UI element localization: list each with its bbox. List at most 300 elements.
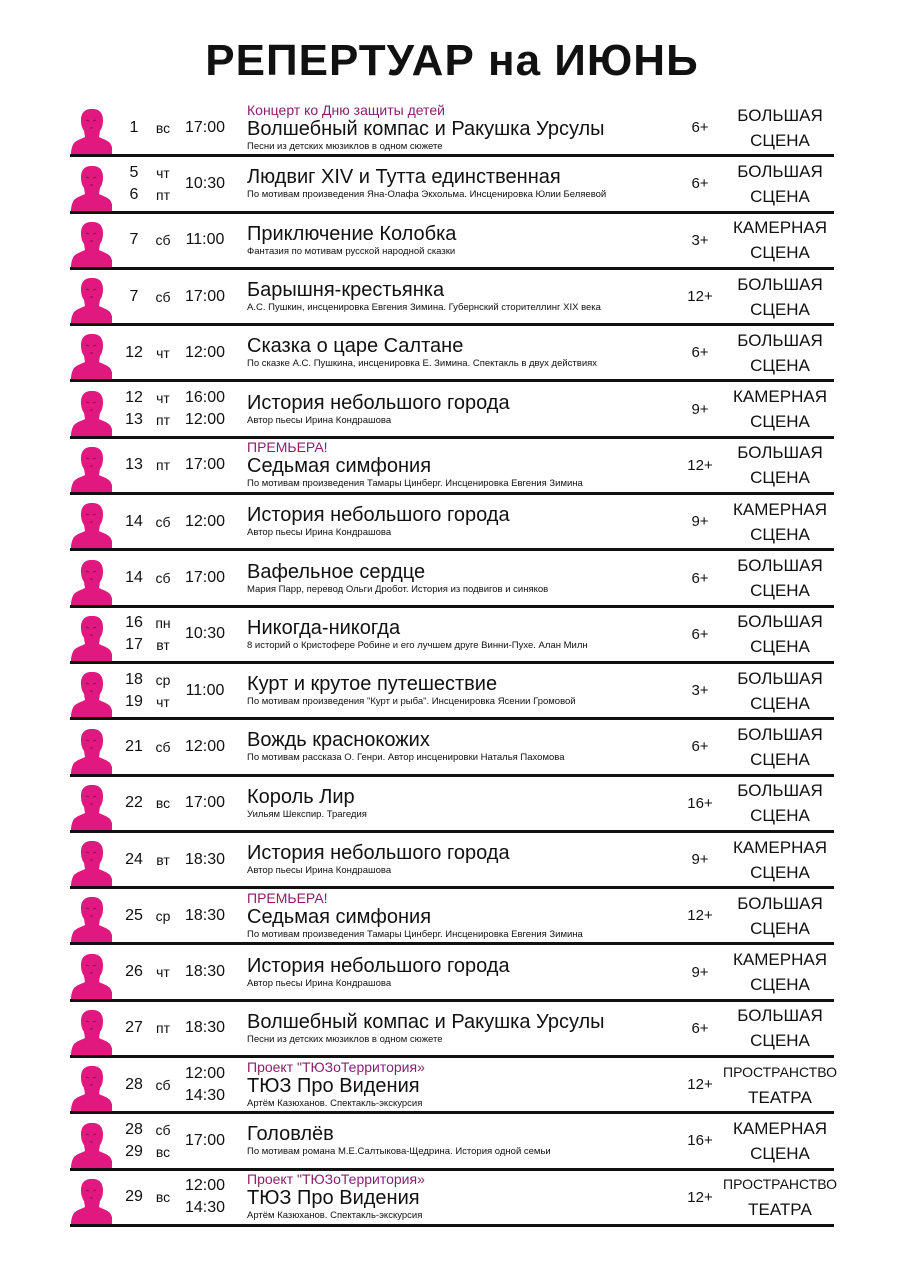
event-weekdays <box>152 945 174 998</box>
weekday: чт <box>156 693 170 710</box>
time: 17:00 <box>184 1131 226 1149</box>
event-tag: Концерт ко Дню защиты детей <box>247 101 445 118</box>
age-rating: 6+ <box>691 625 709 643</box>
age-rating: 6+ <box>691 344 709 362</box>
age-rating: 16+ <box>687 1132 713 1150</box>
event-subtitle: 8 историй о Кристофере Робине и его лучшем друге Винни-Пухе. Алан Милн <box>247 639 588 651</box>
event-weekdays <box>152 495 174 548</box>
event-info <box>247 1002 717 1055</box>
date: 18 <box>125 670 143 688</box>
stage-line: КАМЕРНАЯ <box>733 837 827 857</box>
event-dates <box>114 1058 154 1111</box>
time: 10:30 <box>184 625 226 643</box>
stage-line: КАМЕРНАЯ <box>733 218 827 238</box>
date: 21 <box>125 737 143 755</box>
stage-name <box>718 777 842 830</box>
event-tag: ПРЕМЬЕРА! <box>247 889 328 906</box>
event-row <box>70 1058 837 1114</box>
stage-name <box>718 1114 842 1167</box>
age-rating: 16+ <box>687 794 713 812</box>
stage-line: БОЛЬШАЯ <box>737 330 823 350</box>
date: 5 <box>129 163 139 181</box>
stage-name <box>718 551 842 604</box>
event-subtitle: По мотивам рассказа О. Генри. Автор инсценировки Наталья Пахомова <box>247 752 565 764</box>
event-weekdays <box>152 157 174 210</box>
event-subtitle: Уильям Шекспир. Трагедия <box>247 808 367 820</box>
bust-icon <box>70 1063 112 1111</box>
stage-line: БОЛЬШАЯ <box>737 668 823 688</box>
event-row <box>70 382 834 438</box>
event-dates <box>114 889 154 942</box>
event-subtitle: Артём Казюханов. Спектакль-экскурсия <box>247 1210 423 1222</box>
stage-line: СЦЕНА <box>750 355 810 375</box>
stage-line: СЦЕНА <box>750 806 810 826</box>
weekday: сб <box>155 1076 171 1093</box>
weekday: пн <box>155 615 171 632</box>
stage-line: БОЛЬШАЯ <box>737 1006 823 1026</box>
stage-line: СЦЕНА <box>750 468 810 488</box>
age-rating: 9+ <box>691 400 709 418</box>
time: 18:30 <box>184 1019 226 1037</box>
stage-name <box>718 101 842 154</box>
time: 16:00 <box>184 389 226 407</box>
age-rating: 12+ <box>687 456 713 474</box>
stage-name <box>718 664 842 717</box>
weekday: чт <box>156 344 170 361</box>
stage-line: СЦЕНА <box>750 412 810 432</box>
age-rating: 6+ <box>691 175 709 193</box>
time: 17:00 <box>184 287 226 305</box>
date: 12 <box>125 343 143 361</box>
event-weekdays <box>152 664 174 717</box>
date: 22 <box>125 794 143 812</box>
date: 14 <box>125 569 143 587</box>
event-title: История небольшого города <box>247 954 510 977</box>
weekday: сб <box>155 738 171 755</box>
time: 17:00 <box>184 456 226 474</box>
weekday: пт <box>156 457 170 474</box>
event-row <box>70 214 834 270</box>
event-info <box>247 326 717 379</box>
event-row <box>70 608 834 664</box>
event-tag: ПРЕМЬЕРА! <box>247 439 328 456</box>
time: 17:00 <box>184 569 226 587</box>
event-row <box>70 889 834 945</box>
date: 12 <box>125 389 143 407</box>
bust-icon <box>70 163 112 211</box>
age-rating: 12+ <box>687 1188 713 1206</box>
event-subtitle: Артём Казюханов. Спектакль-экскурсия <box>247 1097 423 1109</box>
event-weekdays <box>152 889 174 942</box>
event-title: Седьмая симфония <box>247 905 432 928</box>
weekday: пт <box>156 1020 170 1037</box>
time: 17:00 <box>184 794 226 812</box>
event-title: Барышня-крестьянка <box>247 279 445 302</box>
stage-line: БОЛЬШАЯ <box>737 556 823 576</box>
event-times <box>180 720 230 773</box>
event-row <box>70 270 834 326</box>
stage-line: БОЛЬШАЯ <box>737 893 823 913</box>
bust-icon <box>70 1007 112 1055</box>
event-row <box>70 664 834 720</box>
time: 12:00 <box>184 1177 226 1195</box>
stage-line: СЦЕНА <box>750 637 810 657</box>
bust-icon <box>70 726 112 774</box>
stage-name <box>718 439 842 492</box>
event-weekdays <box>152 326 174 379</box>
event-times <box>180 777 230 830</box>
weekday: вт <box>156 637 170 654</box>
stage-name <box>718 382 842 435</box>
event-dates <box>114 382 154 435</box>
event-row <box>70 945 834 1001</box>
repertoire-list <box>70 101 837 1227</box>
stage-line: ТЕАТРА <box>748 1200 812 1220</box>
date: 6 <box>129 185 139 203</box>
event-weekdays <box>152 1114 174 1167</box>
time: 12:00 <box>184 411 226 429</box>
weekday: сб <box>155 288 171 305</box>
event-subtitle: По мотивам произведения Тамары Цинберг. Инсценировка Евгения Зимина <box>247 928 583 940</box>
stage-line: ПРОСТРАНСТВО <box>723 1063 837 1080</box>
event-title: Приключение Колобка <box>247 222 457 245</box>
event-times <box>180 889 230 942</box>
event-info <box>247 270 717 323</box>
event-row <box>70 1171 837 1227</box>
event-title: Король Лир <box>247 785 355 808</box>
stage-line: СЦЕНА <box>750 130 810 150</box>
stage-line: БОЛЬШАЯ <box>737 724 823 744</box>
stage-name <box>718 495 842 548</box>
event-row <box>70 777 834 833</box>
event-row <box>70 326 834 382</box>
age-rating: 9+ <box>691 513 709 531</box>
event-title: ТЮЗ Про Видения <box>247 1187 420 1210</box>
event-info <box>247 382 717 435</box>
event-subtitle: По сказке А.С. Пушкина, инсценировка Е. Зимина. Спектакль в двух действиях <box>247 358 598 370</box>
stage-line: СЦЕНА <box>750 975 810 995</box>
event-title: Вождь краснокожих <box>247 729 430 752</box>
weekday: вс <box>155 1143 171 1160</box>
weekday: сб <box>155 570 171 587</box>
event-subtitle: Песни из детских мюзиклов в одном сюжете <box>247 1033 443 1045</box>
event-info <box>247 1171 717 1224</box>
weekday: пт <box>156 186 170 203</box>
event-title: Курт и крутое путешествие <box>247 673 498 696</box>
event-subtitle: Песни из детских мюзиклов в одном сюжете <box>247 140 443 152</box>
event-row <box>70 1114 834 1170</box>
event-dates <box>114 439 154 492</box>
event-title: Вафельное сердце <box>247 560 426 583</box>
date: 25 <box>125 906 143 924</box>
time: 11:00 <box>185 681 225 699</box>
weekday: чт <box>156 390 170 407</box>
event-title: Никогда-никогда <box>247 616 401 639</box>
stage-line: СЦЕНА <box>750 299 810 319</box>
event-title: Людвиг XIV и Тутта единственная <box>247 166 561 189</box>
time: 12:00 <box>184 1064 226 1082</box>
event-weekdays <box>152 833 174 886</box>
age-rating: 6+ <box>691 1019 709 1037</box>
event-dates <box>114 1002 154 1055</box>
event-dates <box>114 720 154 773</box>
event-weekdays <box>152 1171 174 1224</box>
stage-line: КАМЕРНАЯ <box>733 387 827 407</box>
stage-name <box>718 720 842 773</box>
stage-line: БОЛЬШАЯ <box>737 105 823 125</box>
bust-icon <box>70 500 112 548</box>
event-subtitle: По мотивам произведения "Курт и рыба". Инсценировка Ясении Громовой <box>247 696 576 708</box>
stage-line: БОЛЬШАЯ <box>737 161 823 181</box>
event-dates <box>114 664 154 717</box>
event-weekdays <box>152 777 174 830</box>
event-weekdays <box>152 101 174 154</box>
event-info <box>247 1058 717 1111</box>
date: 24 <box>125 850 143 868</box>
stage-line: СЦЕНА <box>750 1031 810 1051</box>
event-dates <box>114 270 154 323</box>
event-subtitle: Автор пьесы Ирина Кондрашова <box>247 414 392 426</box>
event-dates <box>114 101 154 154</box>
event-title: История небольшого города <box>247 842 510 864</box>
weekday: вт <box>156 851 170 868</box>
event-info <box>247 1114 717 1167</box>
stage-name <box>718 270 842 323</box>
stage-line: СЦЕНА <box>750 693 810 713</box>
event-dates <box>114 326 154 379</box>
date: 14 <box>125 512 143 530</box>
event-title: Сказка о царе Салтане <box>247 335 464 358</box>
date: 7 <box>129 287 139 305</box>
event-title: Головлёв <box>247 1123 334 1146</box>
weekday: вс <box>155 119 171 136</box>
event-subtitle: Мария Парр, перевод Ольги Дробот. История из подвигов и синяков <box>247 583 549 595</box>
weekday: вс <box>155 795 171 812</box>
weekday: сб <box>155 1121 171 1138</box>
stage-name <box>718 1058 842 1111</box>
event-subtitle: Фантазия по мотивам русской народной сказки <box>247 245 456 257</box>
event-row <box>70 833 834 889</box>
event-times <box>180 326 230 379</box>
bust-icon <box>70 106 112 154</box>
time: 12:00 <box>184 737 226 755</box>
date: 29 <box>125 1142 143 1160</box>
stage-name <box>718 326 842 379</box>
bust-icon <box>70 388 112 436</box>
event-dates <box>114 608 154 661</box>
event-info <box>247 439 717 492</box>
stage-name <box>718 889 842 942</box>
event-info <box>247 214 717 267</box>
event-weekdays <box>152 270 174 323</box>
time: 10:30 <box>184 174 226 192</box>
stage-line: СЦЕНА <box>750 186 810 206</box>
event-times <box>180 382 230 435</box>
date: 28 <box>125 1120 143 1138</box>
time: 14:30 <box>184 1086 226 1104</box>
date: 27 <box>125 1019 143 1037</box>
event-times <box>180 551 230 604</box>
event-subtitle: Автор пьесы Ирина Кондрашова <box>247 865 392 876</box>
event-dates <box>114 1171 154 1224</box>
date: 26 <box>125 963 143 981</box>
event-dates <box>114 214 154 267</box>
event-weekdays <box>152 1058 174 1111</box>
event-info <box>247 101 717 154</box>
event-info <box>247 777 717 830</box>
bust-icon <box>70 444 112 492</box>
stage-name <box>718 157 842 210</box>
event-weekdays <box>152 608 174 661</box>
event-times <box>180 1002 230 1055</box>
weekday: вс <box>155 1189 171 1206</box>
bust-icon <box>70 331 112 379</box>
time: 11:00 <box>185 231 225 249</box>
date: 19 <box>125 692 143 710</box>
event-subtitle: А.С. Пушкин, инсценировка Евгения Зимина. Губернский сторителлинг XIX века <box>247 302 601 314</box>
time: 12:00 <box>184 512 226 530</box>
event-info <box>247 664 717 717</box>
event-times <box>180 101 230 154</box>
event-info <box>247 157 717 210</box>
event-title: Волшебный компас и Ракушка Урсулы <box>247 1010 605 1033</box>
event-dates <box>114 833 154 886</box>
stage-name <box>718 608 842 661</box>
event-dates <box>114 157 154 210</box>
stage-name <box>718 1171 842 1224</box>
date: 13 <box>125 411 143 429</box>
event-weekdays <box>152 720 174 773</box>
stage-line: БОЛЬШАЯ <box>737 612 823 632</box>
bust-icon <box>70 669 112 717</box>
event-info <box>247 720 717 773</box>
bust-icon <box>70 894 112 942</box>
stage-line: СЦЕНА <box>750 918 810 938</box>
event-subtitle: Автор пьесы Ирина Кондрашова <box>247 527 392 539</box>
weekday: чт <box>156 164 170 181</box>
event-tag: Проект "ТЮЗоТерритория» <box>247 1058 425 1075</box>
stage-line: ТЕАТРА <box>748 1087 812 1107</box>
event-subtitle: Автор пьесы Ирина Кондрашова <box>247 977 392 989</box>
date: 13 <box>125 456 143 474</box>
bust-icon <box>70 1120 112 1168</box>
stage-line: КАМЕРНАЯ <box>733 950 827 970</box>
event-title: История небольшого города <box>247 504 510 527</box>
time: 18:30 <box>184 963 226 981</box>
stage-line: КАМЕРНАЯ <box>733 499 827 519</box>
weekday: ср <box>155 671 171 688</box>
event-row <box>70 495 834 551</box>
event-times <box>180 157 230 210</box>
age-rating: 6+ <box>691 738 709 756</box>
event-times <box>180 495 230 548</box>
stage-line: СЦЕНА <box>750 1143 810 1163</box>
event-row <box>70 157 834 213</box>
event-title: Волшебный компас и Ракушка Урсулы <box>247 117 605 140</box>
event-times <box>180 1058 230 1111</box>
age-rating: 9+ <box>691 963 709 981</box>
event-subtitle: По мотивам произведения Тамары Цинберг. Инсценировка Евгения Зимина <box>247 478 583 490</box>
date: 1 <box>129 118 139 136</box>
date: 17 <box>125 636 143 654</box>
event-dates <box>114 495 154 548</box>
event-info <box>247 945 717 998</box>
age-rating: 9+ <box>691 851 709 868</box>
stage-name <box>718 833 842 886</box>
event-times <box>180 664 230 717</box>
stage-line: БОЛЬШАЯ <box>737 443 823 463</box>
time: 18:30 <box>184 850 226 868</box>
event-subtitle: По мотивам романа М.Е.Салтыкова-Щедрина. История одной семьи <box>247 1146 551 1158</box>
event-times <box>180 270 230 323</box>
age-rating: 3+ <box>691 682 709 700</box>
event-times <box>180 608 230 661</box>
event-weekdays <box>152 1002 174 1055</box>
age-rating: 3+ <box>691 231 709 249</box>
bust-icon <box>70 1176 112 1224</box>
event-weekdays <box>152 439 174 492</box>
weekday: ср <box>155 907 171 924</box>
event-weekdays <box>152 382 174 435</box>
bust-icon <box>70 613 112 661</box>
event-dates <box>114 945 154 998</box>
event-info <box>247 889 717 942</box>
event-times <box>180 945 230 998</box>
weekday: чт <box>156 964 170 981</box>
event-row <box>70 101 834 157</box>
time: 17:00 <box>184 118 226 136</box>
stage-name <box>718 214 842 267</box>
weekday: сб <box>155 513 171 530</box>
weekday: сб <box>155 232 171 249</box>
event-row <box>70 439 834 495</box>
bust-icon <box>70 782 112 830</box>
event-title: ТЮЗ Про Видения <box>247 1074 420 1097</box>
event-times <box>180 1171 230 1224</box>
stage-name <box>718 945 842 998</box>
age-rating: 12+ <box>687 1076 713 1094</box>
bust-icon <box>70 951 112 999</box>
date: 7 <box>129 231 139 249</box>
event-weekdays <box>152 214 174 267</box>
stage-line: БОЛЬШАЯ <box>737 781 823 801</box>
age-rating: 12+ <box>687 907 713 925</box>
event-times <box>180 214 230 267</box>
event-weekdays <box>152 551 174 604</box>
bust-icon <box>70 838 112 886</box>
event-tag: Проект "ТЮЗоТерритория» <box>247 1171 425 1188</box>
event-times <box>180 1114 230 1167</box>
event-dates <box>114 551 154 604</box>
stage-line: СЦЕНА <box>750 243 810 263</box>
age-rating: 12+ <box>687 288 713 306</box>
event-title: Седьмая симфония <box>247 455 432 478</box>
event-times <box>180 439 230 492</box>
event-info <box>247 551 717 604</box>
event-row <box>70 720 834 776</box>
event-title: История небольшого города <box>247 391 510 414</box>
time: 18:30 <box>184 906 226 924</box>
stage-line: КАМЕРНАЯ <box>733 1118 827 1138</box>
event-row <box>70 1002 834 1058</box>
event-dates <box>114 1114 154 1167</box>
page-title: РЕПЕРТУАР на ИЮНЬ <box>205 36 699 85</box>
date: 16 <box>125 614 143 632</box>
stage-line: СЦЕНА <box>750 581 810 601</box>
date: 28 <box>125 1075 143 1093</box>
time: 12:00 <box>184 343 226 361</box>
event-subtitle: По мотивам произведения Яна-Олафа Экхольма. Инсценировка Юлии Беляевой <box>247 189 607 201</box>
